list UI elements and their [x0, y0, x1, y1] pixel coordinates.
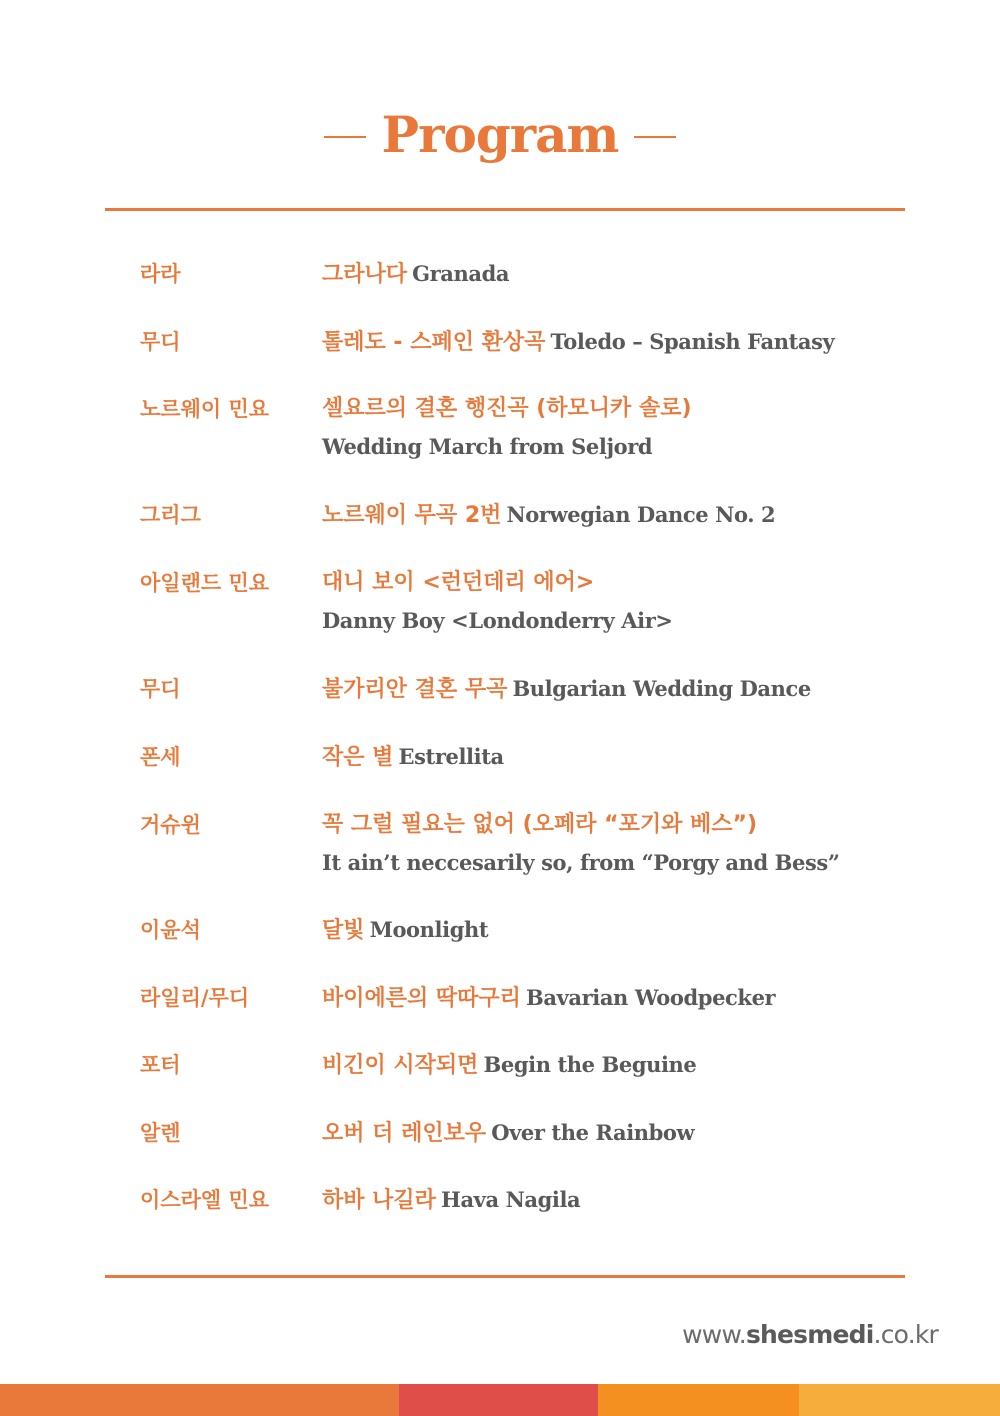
page-title: Program: [381, 105, 619, 164]
footer-color-bar: [0, 1384, 1000, 1416]
piece-title-kr: 노르웨이 무곡 2번: [322, 503, 502, 528]
piece-title-kr: 셀요르의 결혼 행진곡 (하모니카 솔로): [322, 396, 692, 421]
piece-title-kr: 달빛: [322, 918, 365, 943]
piece-title: [322, 1050, 882, 1082]
piece-title: [322, 983, 882, 1015]
footer-bar-segment-red: [399, 1384, 598, 1416]
piece-title-en: Over the Rainbow: [491, 1120, 695, 1145]
piece-title-en: It ain’t neccesarily so, from “Porgy and Bess”: [322, 850, 840, 875]
composer-name: 아일랜드 민요: [140, 571, 270, 595]
piece-title-en: Granada: [412, 261, 510, 286]
piece-title-kr: 작은 별: [322, 745, 394, 770]
composer-name: 무디: [140, 677, 181, 701]
composer-name: 거슈윈: [140, 813, 201, 837]
piece-title: [322, 568, 882, 599]
piece-title-kr: 대니 보이 <런던데리 에어>: [322, 570, 595, 595]
piece-title-en: Hava Nagila: [441, 1187, 581, 1212]
title-dash-left: [324, 136, 366, 138]
piece-title-en: Estrellita: [398, 744, 504, 769]
composer-name: 포터: [140, 1053, 181, 1077]
composer-name: 이스라엘 민요: [140, 1188, 270, 1212]
piece-title-kr: 그라나다: [322, 262, 408, 287]
piece-title-en: Wedding March from Seljord: [322, 434, 653, 459]
footer-bar-segment-amber: [598, 1384, 799, 1416]
piece-title-en: Begin the Beguine: [483, 1052, 697, 1077]
composer-name: 라일리/무디: [140, 986, 250, 1010]
composer-name: 알렌: [140, 1121, 181, 1145]
piece-title-kr: 톨레도 - 스페인 환상곡: [322, 330, 546, 355]
composer-name: 라라: [140, 262, 181, 286]
piece-title-en: Bulgarian Wedding Dance: [512, 676, 811, 701]
site-suffix: .co.kr: [873, 1320, 938, 1349]
composer-name: 폰세: [140, 745, 181, 769]
piece-title-en: Toledo – Spanish Fantasy: [550, 329, 835, 354]
piece-title-kr: 불가리안 결혼 무곡: [322, 677, 508, 702]
piece-title-en: Bavarian Woodpecker: [526, 985, 776, 1010]
piece-title-kr: 비긴이 시작되면: [322, 1053, 479, 1078]
title-dash-right: [634, 136, 676, 138]
piece-title: [322, 500, 882, 532]
composer-name: 이윤석: [140, 918, 201, 942]
piece-title: [322, 1185, 882, 1217]
piece-title: [322, 742, 882, 774]
piece-title: [322, 915, 882, 947]
site-prefix: www.: [682, 1320, 746, 1349]
composer-name: 노르웨이 민요: [140, 397, 270, 421]
piece-title-kr: 바이에른의 딱따구리: [322, 986, 521, 1011]
footer-bar-segment-yellow: [799, 1384, 1000, 1416]
title-block: [0, 100, 1000, 170]
piece-title-kr: 오버 더 레인보우: [322, 1121, 487, 1146]
site-brand: shesmedi: [745, 1320, 874, 1349]
composer-name: 그리그: [140, 503, 201, 527]
footer-bar-segment-orange: [0, 1384, 399, 1416]
piece-title-en: Moonlight: [369, 917, 489, 942]
composer-name: 무디: [140, 330, 181, 354]
top-divider: [105, 208, 905, 211]
bottom-divider: [105, 1275, 905, 1278]
piece-title: [322, 394, 882, 425]
website-link[interactable]: [682, 1318, 938, 1352]
piece-title-kr: 하바 나길라: [322, 1188, 436, 1213]
piece-title: [322, 810, 882, 841]
piece-title: [322, 259, 882, 291]
piece-title: [322, 674, 882, 706]
piece-title: [322, 1118, 882, 1150]
piece-title: [322, 327, 882, 359]
piece-title-kr: 꼭 그럴 필요는 없어 (오페라 “포기와 베스”): [322, 812, 758, 837]
piece-title-en: Norwegian Dance No. 2: [506, 502, 776, 527]
piece-title-en: Danny Boy <Londonderry Air>: [322, 608, 673, 633]
